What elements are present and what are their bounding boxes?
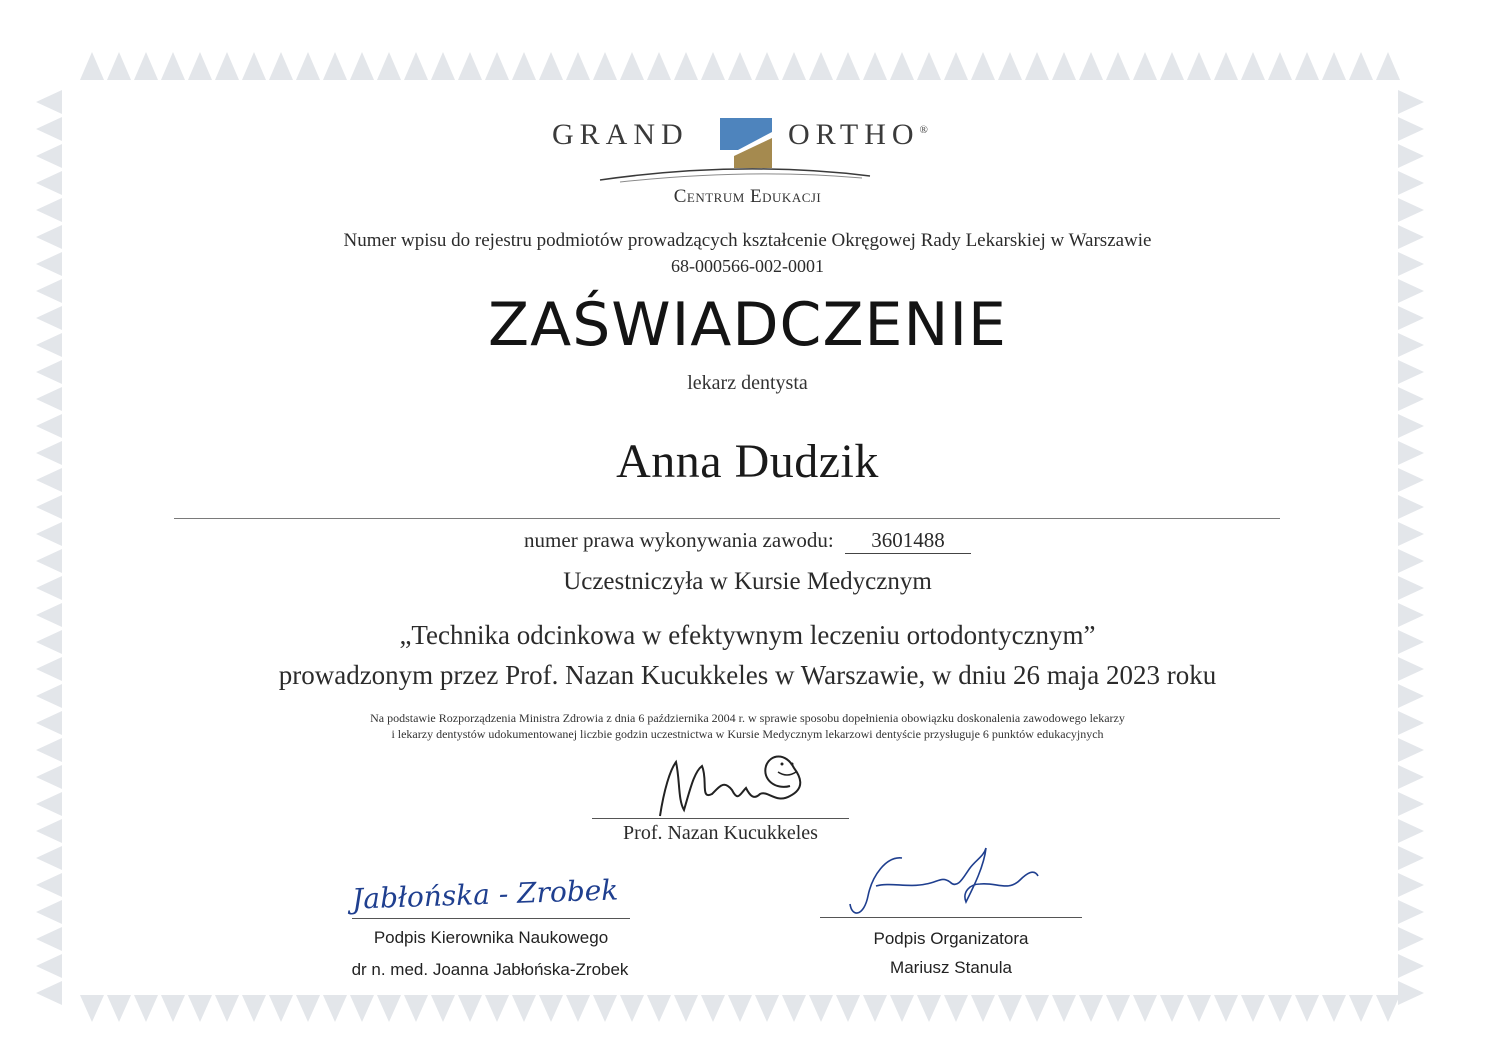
border-triangle-top	[998, 52, 1022, 80]
border-triangle-top	[1079, 52, 1103, 80]
border-triangle-top	[1241, 52, 1265, 80]
border-triangle-top	[1106, 52, 1130, 80]
border-triangle-top	[485, 52, 509, 80]
border-triangle-bottom	[1349, 995, 1373, 1022]
border-triangle-bottom	[188, 995, 212, 1022]
border-triangle-top	[512, 52, 536, 80]
scientific-head-signature-line	[352, 918, 630, 919]
border-triangle-top	[620, 52, 644, 80]
border-triangle-top	[863, 52, 887, 80]
border-triangle-bottom	[674, 995, 698, 1022]
border-triangle-bottom	[1214, 995, 1238, 1022]
border-triangle-top	[566, 52, 590, 80]
recipient-name: Anna Dudzik	[616, 435, 879, 488]
border-triangle-left	[36, 792, 62, 816]
border-triangle-bottom	[80, 995, 104, 1022]
registered-mark: ®	[919, 124, 928, 136]
border-triangle-top	[593, 52, 617, 80]
border-triangle-top	[647, 52, 671, 80]
border-triangle-bottom	[593, 995, 617, 1022]
border-triangle-bottom	[296, 995, 320, 1022]
border-triangle-bottom	[485, 995, 509, 1022]
border-triangle-top	[782, 52, 806, 80]
border-triangle-bottom	[566, 995, 590, 1022]
lecturer-signature-line	[592, 818, 849, 819]
border-triangle-bottom	[971, 995, 995, 1022]
license-number: 3601488	[845, 528, 971, 554]
license-label: numer prawa wykonywania zawodu:	[524, 528, 834, 552]
recipient-role: lekarz dentysta	[687, 372, 808, 394]
border-triangle-top	[134, 52, 158, 80]
logo-word-left: GRAND	[552, 118, 689, 151]
border-triangle-left	[36, 765, 62, 789]
border-triangle-bottom	[1187, 995, 1211, 1022]
border-triangle-right	[1398, 765, 1424, 789]
border-triangle-top	[971, 52, 995, 80]
border-triangle-bottom	[809, 995, 833, 1022]
border-triangle-top	[1214, 52, 1238, 80]
organizer-signature-line	[820, 917, 1082, 918]
logo-swoosh	[600, 166, 880, 186]
legal-note	[0, 710, 1495, 742]
border-triangle-left	[36, 900, 62, 924]
border-triangle-top	[836, 52, 860, 80]
border-triangle-bottom	[1106, 995, 1130, 1022]
border-triangle-bottom	[944, 995, 968, 1022]
border-triangle-top	[377, 52, 401, 80]
border-triangle-top	[1133, 52, 1157, 80]
border-triangle-left	[36, 954, 62, 978]
participation-text: Uczestniczyła w Kursie Medycznym	[563, 568, 932, 595]
border-triangle-top	[728, 52, 752, 80]
border-triangle-top	[890, 52, 914, 80]
border-triangle-top	[404, 52, 428, 80]
border-triangle-top	[1052, 52, 1076, 80]
border-triangle-top	[296, 52, 320, 80]
border-triangle-bottom	[647, 995, 671, 1022]
logo-word-right: ORTHO®	[788, 118, 928, 151]
course-title: „Technika odcinkowa w efektywnym leczeniu ortodontycznym”	[399, 620, 1096, 650]
lecturer-name: Prof. Nazan Kucukkeles	[623, 822, 818, 844]
border-triangle-top	[944, 52, 968, 80]
border-triangle-bottom	[1295, 995, 1319, 1022]
border-triangle-bottom	[1052, 995, 1076, 1022]
border-triangle-top	[1295, 52, 1319, 80]
border-triangle-top	[1349, 52, 1373, 80]
border-triangle-left	[36, 981, 62, 1005]
border-triangle-bottom	[512, 995, 536, 1022]
border-triangle-top	[242, 52, 266, 80]
border-triangle-bottom	[1133, 995, 1157, 1022]
border-triangle-bottom	[782, 995, 806, 1022]
border-triangle-bottom	[863, 995, 887, 1022]
border-triangle-top	[1376, 52, 1400, 80]
border-triangle-bottom	[215, 995, 239, 1022]
border-triangle-top	[809, 52, 833, 80]
border-triangle-bottom	[539, 995, 563, 1022]
border-triangle-bottom	[728, 995, 752, 1022]
border-triangle-bottom	[701, 995, 725, 1022]
border-triangle-left	[36, 819, 62, 843]
border-triangle-bottom	[998, 995, 1022, 1022]
certificate-title: ZAŚWIADCZENIE	[488, 290, 1007, 360]
border-triangle-top	[323, 52, 347, 80]
registry-text: Numer wpisu do rejestru podmiotów prowadzących kształcenie Okręgowej Rady Lekarskiej w Warszawie	[343, 230, 1152, 251]
border-triangle-right	[1398, 495, 1424, 519]
border-triangle-top	[107, 52, 131, 80]
border-triangle-right	[1398, 873, 1424, 897]
border-triangle-top	[917, 52, 941, 80]
border-triangle-top	[80, 52, 104, 80]
border-triangle-bottom	[431, 995, 455, 1022]
scientific-head-name: dr n. med. Joanna Jabłońska-Zrobek	[351, 960, 629, 979]
border-triangle-right	[1398, 846, 1424, 870]
legal-line-1: Na podstawie Rozporządzenia Ministra Zdrowia z dnia 6 października 2004 r. w sprawie sposobu dopełnienia obowiązku doskonalenia zawodowego lekarzy	[370, 711, 1125, 725]
border-triangle-top	[350, 52, 374, 80]
organizer-signature	[846, 846, 1046, 926]
grand-ortho-logo	[0, 108, 1495, 188]
border-triangle-bottom	[377, 995, 401, 1022]
name-underline	[174, 518, 1280, 519]
border-triangle-bottom	[323, 995, 347, 1022]
scientific-head-role: Podpis Kierownika Naukowego	[373, 928, 609, 947]
course-details: prowadzonym przez Prof. Nazan Kucukkeles w Warszawie, w dniu 26 maja 2023 roku	[278, 660, 1217, 690]
border-triangle-bottom	[890, 995, 914, 1022]
border-triangle-top	[431, 52, 455, 80]
border-triangle-right	[1398, 819, 1424, 843]
border-triangle-bottom	[836, 995, 860, 1022]
border-triangle-left	[36, 495, 62, 519]
border-triangle-bottom	[350, 995, 374, 1022]
border-triangle-top	[161, 52, 185, 80]
border-triangle-bottom	[755, 995, 779, 1022]
border-triangle-bottom	[1268, 995, 1292, 1022]
border-triangle-bottom	[917, 995, 941, 1022]
border-triangle-top	[701, 52, 725, 80]
border-triangle-bottom	[1079, 995, 1103, 1022]
organizer-role: Podpis Organizatora	[873, 929, 1029, 948]
border-triangle-left	[36, 873, 62, 897]
border-triangle-top	[215, 52, 239, 80]
organizer-name: Mariusz Stanula	[890, 958, 1012, 977]
border-triangle-top	[1268, 52, 1292, 80]
license-row	[0, 528, 1495, 554]
border-triangle-bottom	[161, 995, 185, 1022]
border-triangle-top	[1025, 52, 1049, 80]
legal-line-2: i lekarzy dentystów udokumentowanej liczbie godzin uczestnictwa w Kursie Medycznym lekarzowi dentyście przysługuje 6 punktów edukacyjnych	[391, 727, 1104, 741]
registry-number: 68-000566-002-0001	[671, 256, 824, 276]
border-triangle-bottom	[404, 995, 428, 1022]
border-triangle-bottom	[1025, 995, 1049, 1022]
lecturer-signature	[650, 750, 820, 822]
border-triangle-right	[1398, 981, 1424, 1005]
border-triangle-right	[1398, 927, 1424, 951]
border-triangle-top	[1187, 52, 1211, 80]
border-triangle-left	[36, 846, 62, 870]
border-triangle-right	[1398, 954, 1424, 978]
border-triangle-right	[1398, 792, 1424, 816]
border-triangle-bottom	[1322, 995, 1346, 1022]
border-triangle-bottom	[134, 995, 158, 1022]
border-triangle-top	[458, 52, 482, 80]
scientific-head-handwriting: Jabłońska - Zrobek	[351, 873, 619, 916]
border-triangle-top	[269, 52, 293, 80]
organization-subtitle: Centrum Edukacji	[673, 186, 822, 207]
border-triangle-bottom	[458, 995, 482, 1022]
border-triangle-top	[1322, 52, 1346, 80]
border-triangle-bottom	[1160, 995, 1184, 1022]
border-triangle-bottom	[620, 995, 644, 1022]
border-triangle-left	[36, 927, 62, 951]
border-triangle-bottom	[107, 995, 131, 1022]
border-triangle-bottom	[242, 995, 266, 1022]
border-triangle-bottom	[1241, 995, 1265, 1022]
border-triangle-bottom	[269, 995, 293, 1022]
border-triangle-top	[674, 52, 698, 80]
border-triangle-top	[755, 52, 779, 80]
border-triangle-top	[539, 52, 563, 80]
border-triangle-bottom	[1376, 995, 1400, 1022]
border-triangle-right	[1398, 900, 1424, 924]
border-triangle-top	[188, 52, 212, 80]
border-triangle-top	[1160, 52, 1184, 80]
